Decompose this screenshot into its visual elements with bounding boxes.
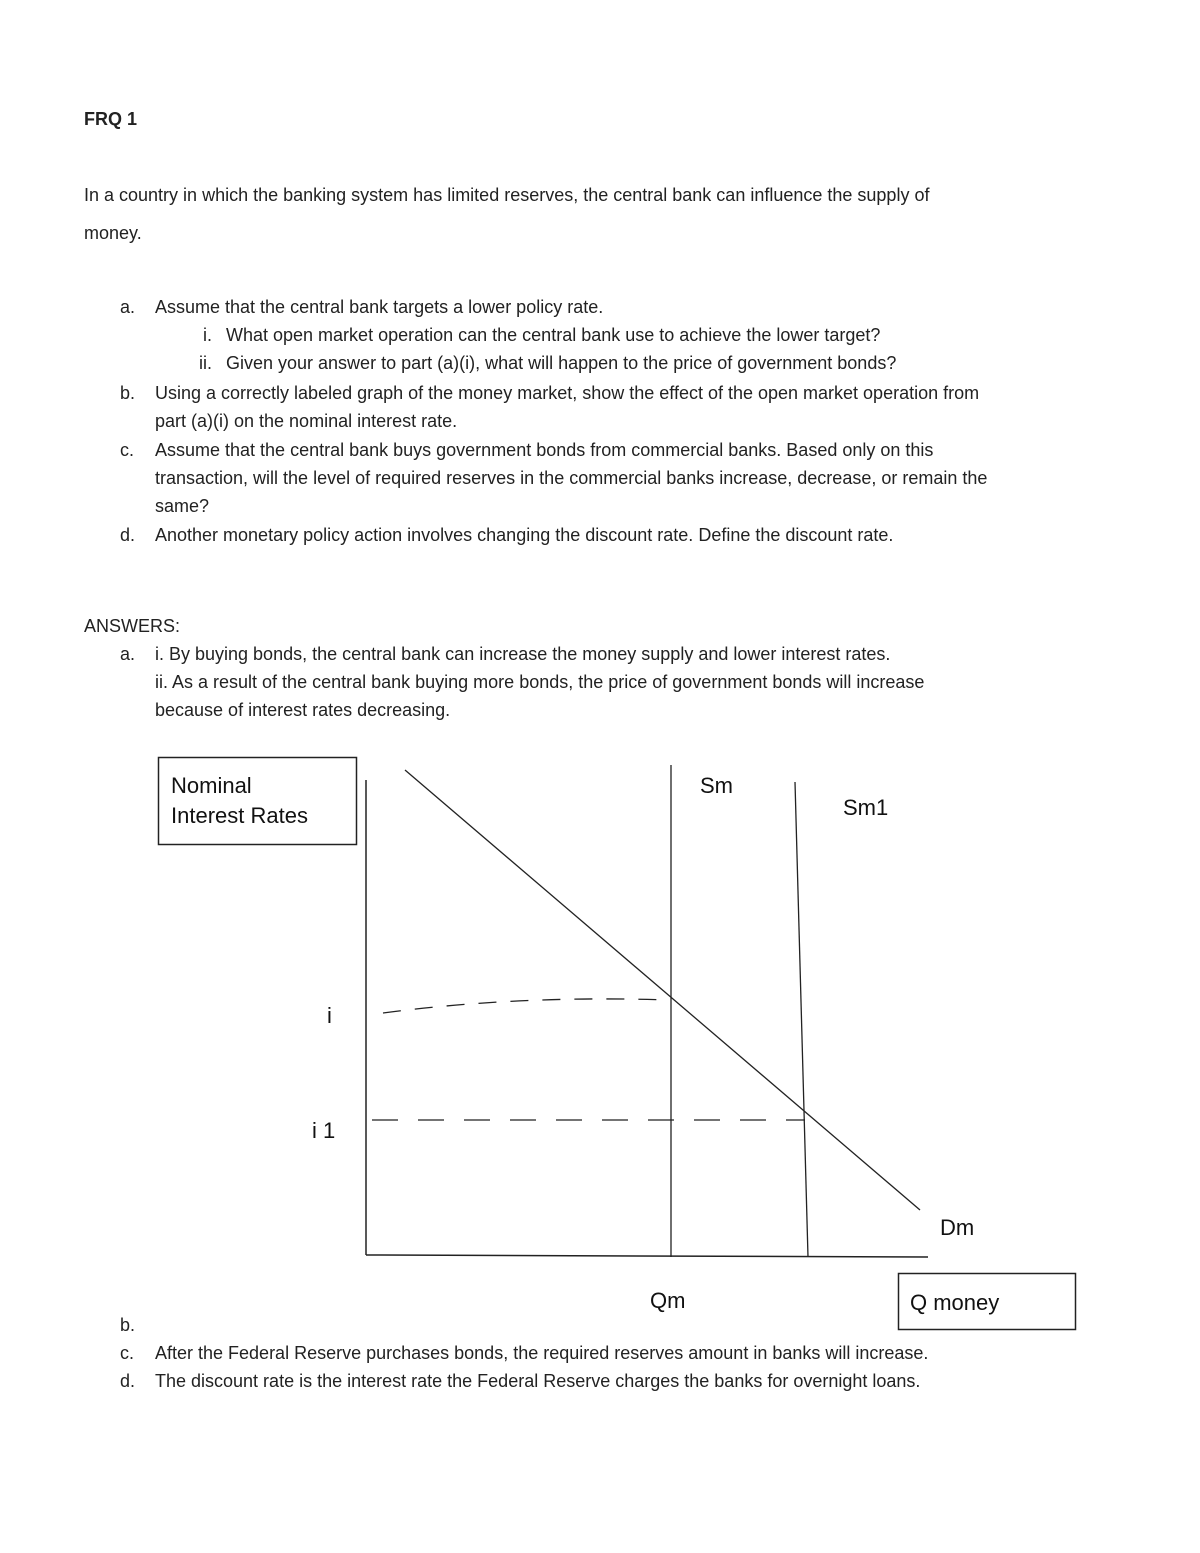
ans-a-line-3: because of interest rates decreasing. (155, 700, 451, 720)
ans-c-label: c. (120, 1343, 135, 1363)
q-aii-text: Given your answer to part (a)(i), what will happen to the price of government bonds? (226, 353, 897, 373)
demand-label: Dm (940, 1215, 975, 1240)
ans-a-line-2: ii. As a result of the central bank buying more bonds, the price of government bonds will increase (155, 672, 925, 692)
ans-a-line-1: i. By buying bonds, the central bank can increase the money supply and lower interest rates. (155, 644, 891, 664)
q-d-text: Another monetary policy action involves changing the discount rate. Define the discount rate. (155, 525, 894, 545)
intro-line-2: money. (84, 223, 142, 243)
q-c-line-3: same? (155, 496, 210, 516)
answers-heading: ANSWERS: (84, 616, 181, 636)
q-c-line-2: transaction, will the level of required reserves in the commercial banks increase, decrease, or remain the (155, 468, 988, 488)
q-c-label: c. (120, 440, 135, 460)
demand-curve (405, 770, 920, 1210)
q-b-label: b. (120, 383, 136, 403)
supply-shift-label: Sm1 (843, 795, 889, 820)
y-axis-label-line-1: Nominal (171, 773, 252, 798)
ans-c-text: After the Federal Reserve purchases bonds, the required reserves amount in banks will increase. (155, 1343, 929, 1363)
q-c-line-1: Assume that the central bank buys government bonds from commercial banks. Based only on this (155, 440, 934, 460)
rate-new-label: i 1 (312, 1118, 336, 1143)
supply-shift-curve (795, 782, 808, 1257)
q-aii-label: ii. (199, 353, 212, 373)
q-ai-text: What open market operation can the central bank use to achieve the lower target? (226, 325, 881, 345)
q-ai-label: i. (203, 325, 212, 345)
rate-label: i (327, 1003, 332, 1028)
doc-title: FRQ 1 (84, 109, 138, 129)
ans-b-label: b. (120, 1315, 136, 1335)
q-a-text: Assume that the central bank targets a lower policy rate. (155, 297, 604, 317)
x-axis-label: Q money (910, 1290, 1000, 1315)
q-b-line-2: part (a)(i) on the nominal interest rate. (155, 411, 458, 431)
ans-a-label: a. (120, 644, 136, 664)
intro-line-1: In a country in which the banking system has limited reserves, the central bank can influence the supply of (84, 185, 930, 205)
x-axis (366, 1255, 928, 1257)
supply-label: Sm (700, 773, 733, 798)
ans-d-label: d. (120, 1371, 136, 1391)
q-a-label: a. (120, 297, 136, 317)
ans-d-text: The discount rate is the interest rate the Federal Reserve charges the banks for overnight loans. (155, 1371, 921, 1391)
y-axis-label-line-2: Interest Rates (171, 803, 308, 828)
q-d-label: d. (120, 525, 136, 545)
y-axis-label-box (159, 758, 357, 845)
rate-dashed-line (383, 999, 668, 1013)
quantity-label: Qm (650, 1288, 686, 1313)
q-b-line-1: Using a correctly labeled graph of the money market, show the effect of the open market operation from (155, 383, 980, 403)
